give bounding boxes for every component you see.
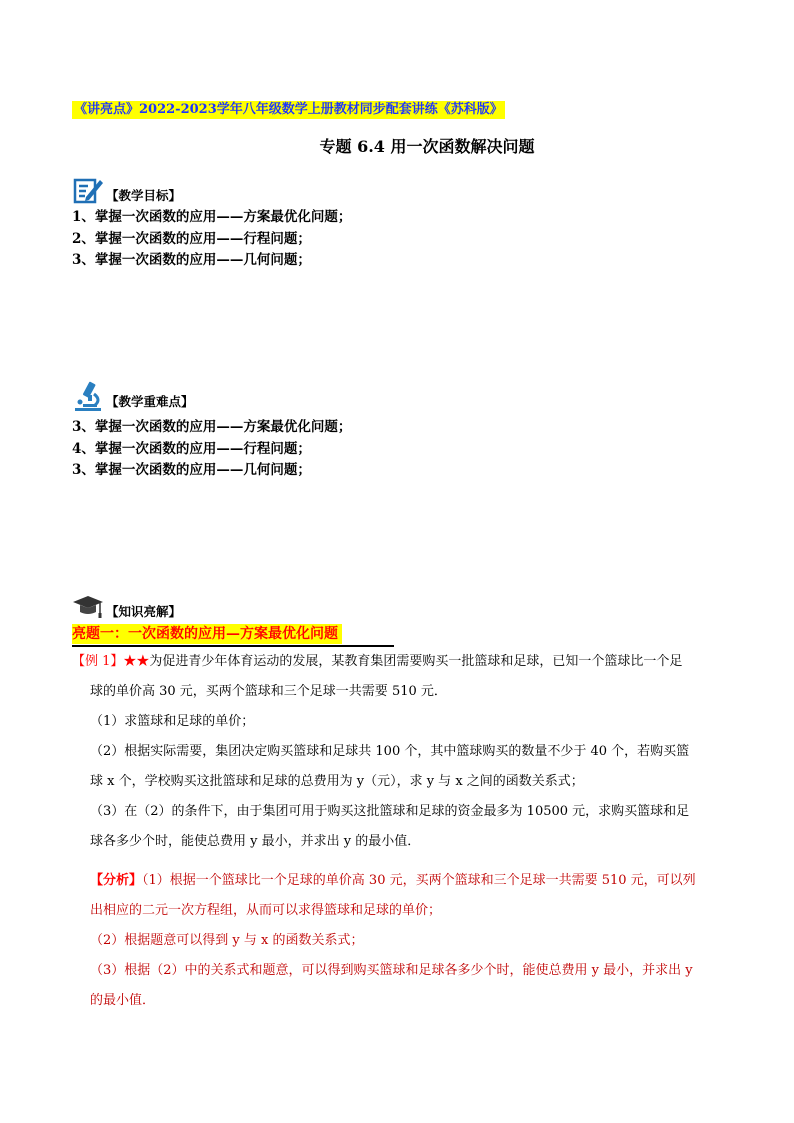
difficulty-stars: ★★	[123, 654, 150, 669]
edit-note-icon	[72, 174, 104, 206]
goals-section-header	[72, 174, 181, 206]
goals-list	[72, 207, 351, 272]
analysis-line: 出相应的二元一次方程组，从而可以求得篮球和足球的单价；	[90, 903, 442, 918]
topic-heading: 亮题一：一次函数的应用—方案最优化问题	[72, 624, 342, 644]
document-title	[0, 134, 794, 157]
example-tag: 【例 1】	[72, 654, 124, 669]
example-stem-line: 球的单价高 30 元，买两个篮球和三个足球一共需要 510 元．	[90, 684, 447, 699]
goals-label: 【教学目标】	[106, 188, 182, 203]
key-points-list	[72, 417, 351, 482]
graduation-cap-icon	[72, 590, 104, 622]
document-title-text: 专题 6.4 用一次函数解决问题	[319, 137, 535, 156]
knowledge-section-header	[72, 590, 181, 622]
key-points-label: 【教学重难点】	[106, 394, 194, 409]
analysis-line: （3）根据（2）中的关系式和题意，可以得到购买篮球和足球各多少个时，能使总费用 y 最小，并求出 y	[90, 963, 693, 978]
question-2: （2）根据实际需要，集团决定购买篮球和足球共 100 个，其中篮球购买的数量不少于 40 个，若购买篮	[90, 744, 690, 759]
question-3: （3）在（2）的条件下，由于集团可用于购买这批篮球和足球的资金最多为 10500 元，求购买篮球和足	[90, 804, 690, 819]
analysis-block	[72, 866, 728, 1016]
goal-item: 3、掌握一次函数的应用——几何问题；	[72, 252, 311, 268]
question-1: （1）求篮球和足球的单价；	[90, 714, 255, 729]
analysis-line	[72, 866, 728, 896]
example-stem-text: 为促进青少年体育运动的发展，某教育集团需要购买一批篮球和足球，已知一个篮球比一个足	[149, 654, 683, 669]
goal-item: 1、掌握一次函数的应用——方案最优化问题；	[72, 209, 352, 225]
example-stem-line	[72, 647, 728, 677]
key-points-section-header	[72, 380, 194, 412]
example-block	[72, 647, 728, 857]
series-banner: 《讲亮点》2022-2023学年八年级数学上册教材同步配套讲练《苏科版》	[74, 102, 503, 117]
key-point-item: 3、掌握一次函数的应用——方案最优化问题；	[72, 419, 352, 435]
question-3-cont: 球各多少个时，能使总费用 y 最小，并求出 y 的最小值．	[90, 834, 421, 849]
goal-item: 2、掌握一次函数的应用——行程问题；	[72, 230, 311, 247]
key-point-item: 3、掌握一次函数的应用——几何问题；	[72, 462, 311, 478]
question-2-cont: 球 x 个，学校购买这批篮球和足球的总费用为 y（元），求 y 与 x 之间的函数关系式；	[90, 774, 584, 789]
key-point-item: 4、掌握一次函数的应用——行程问题；	[72, 440, 311, 457]
microscope-icon	[72, 380, 104, 412]
knowledge-label: 【知识亮解】	[106, 604, 182, 619]
analysis-line: 的最小值．	[90, 993, 156, 1008]
analysis-text: （1）根据一个篮球比一个足球的单价高 30 元，买两个篮球和三个足球一共需要 510 元，可以列	[142, 873, 696, 888]
analysis-tag: 【分析】	[90, 873, 143, 888]
analysis-line: （2）根据题意可以得到 y 与 x 的函数关系式；	[90, 933, 364, 948]
